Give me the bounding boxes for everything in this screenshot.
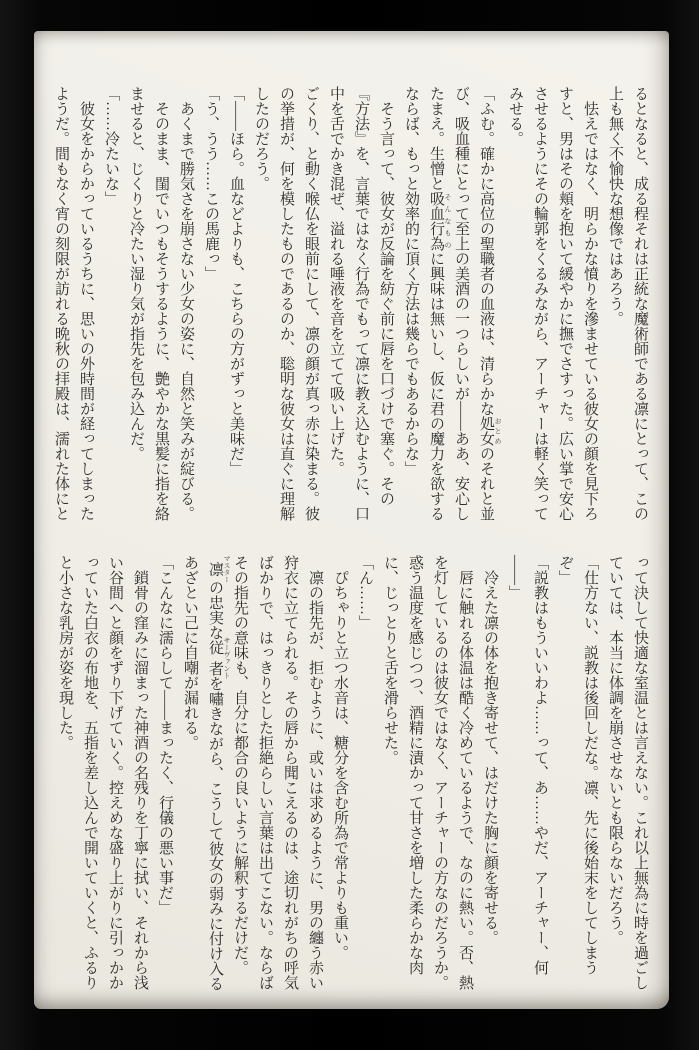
paragraph: 凛の指先が、拒むように、或いは求めるように、男の纏う赤い狩衣に立てられる。その唇から聞こえるのは、途切れがちの呼気ばかりで、はっきりとした拒絶らしい言葉は出てこない。ならばその指先の意味も、自分に都合の良いように解釈するだけだ。凛 マスターの忠実な従者 サーヴァントを嘯きながら、こうして彼女の弱みに付け入るあざとい己に自嘲が漏れる。: [182, 555, 323, 991]
paragraph: 鎖骨の窪みに溜まった神酒の名残りを丁寧に拭い、それから浅い谷間へと顔をずり下げていく。控えめな盛り上がりに引っかかっていた白衣の布地を、五指を差し込んで開いていくと、ふるりと小さな乳房が姿を現した。: [57, 555, 148, 990]
paragraph: 冷えた凛の体を抱き寄せて、はだけた胸に顔を寄せる。: [482, 570, 498, 945]
paragraph: そう言って、彼女が反論を紡ぐ前に唇を口づけで塞ぐ。その『方法』を、言葉ではなく行為でもって凛に教え込むように、口中を舌でかき混ぜ、溢れる唾液を音を立てて吸い上げた。: [328, 86, 394, 521]
paragraph: そのまま、閨でいつもそうするように、艶やかな黒髪に指を絡ませると、じくりと冷たい湿り気が指先を包み込んだ。: [128, 86, 169, 521]
book-page: [34, 31, 669, 1009]
paragraph: 彼女をからかっているうちに、思いの外時間が経ってしまったようだ。間もなく宵の刻限が訪れる晩秋の拝殿は、濡れた体にと: [53, 86, 94, 521]
furigana-ruby: 処女 おとめ: [478, 416, 502, 446]
paragraph: 「――ほら。血などよりも、こちらの方がずっと美味だ」: [228, 86, 244, 476]
paragraph: 「う、うう……この馬鹿っ」: [203, 86, 219, 281]
paragraph: 「こんなに濡らして――まったく、行儀の悪い事だ」: [157, 555, 173, 915]
paragraph: 「説教はもういいわよ……って、あ……やだ、アーチャー、何――」: [507, 555, 548, 975]
paragraph: るとなると、成る程それは正統な魔術師である凛にとって、この上も無く不愉快な想像ではあろう。: [607, 86, 648, 521]
paragraph: 唇に触れる体温は酷く冷めているようで、なのに熱い。否、熱を灯しているのは彼女ではなく、アーチャーの方なのだろうか。惑う温度を感じつつ、酒精に漬かって甘さを増した柔らかな肉に、じっとりと舌を滑らせた。: [382, 555, 473, 990]
paragraph: 「ん……」: [357, 555, 373, 630]
lower-text-tier: [52, 555, 652, 997]
furigana-ruby: 凛 マスター: [207, 555, 231, 583]
paragraph: 怯えではなく、明らかな憤りを滲ませている彼女の顔を見下ろすと、男はその頬を抱いて緩やかに撫でさすった。広い掌で安心させるようにその輪郭をくるみながら、アーチャーは軽く笑ってみせる。: [507, 86, 598, 521]
paragraph: ごくり、と動く喉仏を眼前にして、凛の顔が真っ赤に染まる。彼の挙措が、何を模したものであるのか、聡明な彼女は直ぐに理解したのだろう。: [253, 86, 319, 521]
paragraph: ぴちゃりと立つ水音は、糖分を含む所為で常よりも重い。: [332, 570, 348, 960]
furigana-ruby: 吸血行為 そんなもの: [428, 191, 452, 251]
upper-text-tier: [48, 86, 652, 528]
paragraph: 「……冷たいな」: [103, 86, 119, 206]
paragraph: って決して快適な室温とは言えない。これ以上無為に時を過ごしていては、本当に体調を崩させないとも限らないだろう。: [607, 555, 648, 990]
paragraph: あくまで勝気さを崩さない少女の姿に、自然と笑みが綻びる。: [178, 101, 194, 521]
furigana-ruby: 従者 サーヴァント: [207, 637, 231, 679]
paragraph: 「仕方ない、説教は後回しだな。凛、先に後始末をしてしまうぞ」: [557, 555, 598, 975]
paragraph: 「ふむ。確かに高位の聖職者の血液は、清らかな処女 おとめのそれと並び、吸血種にとって至上の美酒の一つらしいが――ああ、安心したまえ。生憎と吸血行為 そんなものに興味は無いし、仮に君の魔力を欲するならば、もっと効率的に頂く方法は幾らでもあるからな」: [403, 86, 502, 521]
